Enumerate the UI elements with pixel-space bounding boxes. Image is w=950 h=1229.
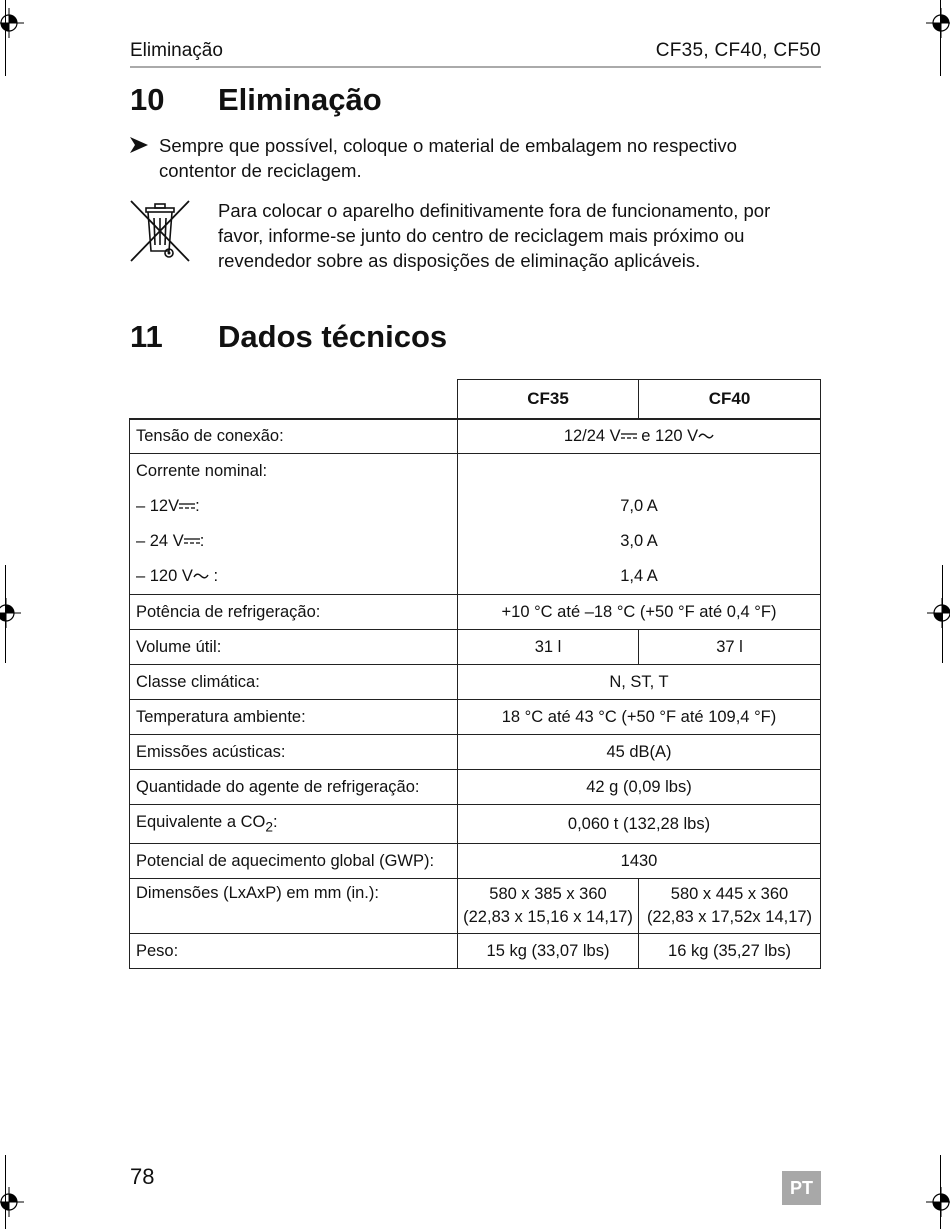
column-header-cf40: CF40 bbox=[639, 380, 821, 419]
corrente-label: Corrente nominal: bbox=[136, 462, 268, 480]
current-120v-value: 1,4 A bbox=[620, 567, 658, 585]
voltage-ac-text: e 120 V bbox=[636, 426, 699, 445]
trim-line bbox=[5, 565, 6, 663]
row-label: Potência de refrigeração: bbox=[130, 595, 458, 630]
row-label: Tensão de conexão: bbox=[130, 419, 458, 454]
table-row bbox=[130, 595, 821, 630]
disposal-note: Para colocar o aparelho definitivamente fora de funcionamento, por favor, informe-se junto do centro de reciclagem mais próximo ou revendedor sobre as disposições de eliminação aplicáveis. bbox=[218, 200, 771, 271]
row-value-cf40 bbox=[639, 879, 821, 934]
table-row bbox=[130, 630, 821, 665]
page-number: 78 bbox=[130, 1164, 155, 1189]
row-label bbox=[130, 805, 458, 844]
row-label bbox=[130, 454, 458, 595]
arrow-bullet-icon bbox=[130, 135, 148, 153]
dc-symbol-icon bbox=[179, 497, 195, 515]
row-value: 18 °C até 43 °C (+50 °F até 109,4 °F) bbox=[458, 700, 821, 735]
table-header-row bbox=[130, 380, 821, 419]
row-value bbox=[458, 454, 821, 595]
corrente-sub-label: – 12V : bbox=[136, 497, 200, 515]
section-number: 11 bbox=[130, 319, 163, 354]
row-label: Classe climática: bbox=[130, 665, 458, 700]
co2-label-text: Equivalente a CO bbox=[136, 813, 266, 832]
trim-line bbox=[940, 0, 941, 76]
column-header-cf35: CF35 bbox=[458, 380, 639, 419]
header-models: CF35, CF40, CF50 bbox=[655, 40, 821, 61]
table-row bbox=[130, 805, 821, 844]
registration-mark-mid-left bbox=[0, 598, 21, 628]
section-heading-eliminacao bbox=[130, 82, 382, 118]
current-12v-value: 7,0 A bbox=[620, 497, 658, 515]
packaging-instruction-text: Sempre que possível, coloque o material de embalagem no respectivo contentor de reciclagem. bbox=[159, 135, 737, 181]
table-row bbox=[130, 770, 821, 805]
language-badge: PT bbox=[782, 1171, 821, 1205]
table-row bbox=[130, 844, 821, 879]
table-row bbox=[130, 879, 821, 934]
trim-line bbox=[942, 565, 943, 663]
corrente-sub-label: – 120 V : bbox=[136, 567, 219, 585]
corrente-sub-label: – 24 V : bbox=[136, 532, 205, 550]
co2-label-colon: : bbox=[272, 813, 278, 832]
table-row bbox=[130, 700, 821, 735]
header-section-name: Eliminação bbox=[130, 40, 223, 61]
empty-line bbox=[458, 454, 820, 489]
running-header bbox=[130, 40, 821, 68]
crossed-out-wheelie-bin-icon bbox=[129, 199, 191, 263]
row-label: Potencial de aquecimento global (GWP): bbox=[130, 844, 458, 879]
row-label: Peso: bbox=[130, 934, 458, 969]
trim-line bbox=[5, 0, 6, 76]
dimension-mm: 580 x 385 x 360 bbox=[489, 885, 607, 903]
row-value-cf40: 16 kg (35,27 lbs) bbox=[639, 934, 821, 969]
table-row bbox=[130, 735, 821, 770]
section-number: 10 bbox=[130, 82, 165, 117]
registration-mark-mid-right bbox=[927, 598, 950, 628]
registration-mark-top-right bbox=[926, 8, 950, 38]
sub-label-text: – 120 V bbox=[136, 567, 193, 585]
table-row bbox=[130, 934, 821, 969]
voltage-dc-text: 12/24 V bbox=[563, 426, 621, 445]
row-value: 0,060 t (132,28 lbs) bbox=[458, 805, 821, 844]
table-row bbox=[130, 665, 821, 700]
section-heading-dados-tecnicos bbox=[130, 319, 447, 355]
row-label: Volume útil: bbox=[130, 630, 458, 665]
sub-label-text: – 12V bbox=[136, 497, 180, 515]
row-value-cf35 bbox=[458, 879, 639, 934]
row-value: 1430 bbox=[458, 844, 821, 879]
packaging-instruction bbox=[130, 133, 780, 183]
registration-mark-bottom-left bbox=[0, 1187, 24, 1217]
row-value: 45 dB(A) bbox=[458, 735, 821, 770]
dc-symbol-icon bbox=[621, 427, 637, 445]
dimension-in: (22,83 x 15,16 x 14,17) bbox=[463, 908, 633, 926]
table-corner bbox=[130, 380, 458, 419]
row-label: Temperatura ambiente: bbox=[130, 700, 458, 735]
dimension-mm: 580 x 445 x 360 bbox=[670, 885, 789, 903]
sub-label-text: – 24 V bbox=[136, 532, 184, 550]
section-title: Dados técnicos bbox=[218, 319, 448, 354]
row-value-cf35: 15 kg (33,07 lbs) bbox=[458, 934, 639, 969]
dimension-in: (22,83 x 17,52x 14,17) bbox=[646, 908, 813, 926]
section-title: Eliminação bbox=[218, 82, 382, 117]
row-label: Emissões acústicas: bbox=[130, 735, 458, 770]
table-row bbox=[130, 454, 821, 595]
row-value: +10 °C até –18 °C (+50 °F até 0,4 °F) bbox=[458, 595, 821, 630]
trim-line bbox=[940, 1155, 941, 1229]
co2-subscript: 2 bbox=[265, 819, 273, 835]
registration-mark-top-left bbox=[0, 8, 24, 38]
ac-symbol-icon bbox=[193, 567, 209, 585]
row-value-cf40: 37 l bbox=[639, 630, 821, 665]
trim-line bbox=[5, 1155, 6, 1229]
ac-symbol-icon bbox=[698, 427, 714, 445]
row-value bbox=[458, 419, 821, 454]
row-value: 42 g (0,09 lbs) bbox=[458, 770, 821, 805]
row-value-cf35: 31 l bbox=[458, 630, 639, 665]
current-24v-value: 3,0 A bbox=[620, 532, 658, 550]
technical-data-table bbox=[129, 379, 821, 969]
row-label: Dimensões (LxAxP) em mm (in.): bbox=[130, 879, 458, 934]
dc-symbol-icon bbox=[184, 532, 200, 550]
row-value: N, ST, T bbox=[458, 665, 821, 700]
table-row bbox=[130, 419, 821, 454]
row-label: Quantidade do agente de refrigeração: bbox=[130, 770, 458, 805]
registration-mark-bottom-right bbox=[926, 1187, 950, 1217]
